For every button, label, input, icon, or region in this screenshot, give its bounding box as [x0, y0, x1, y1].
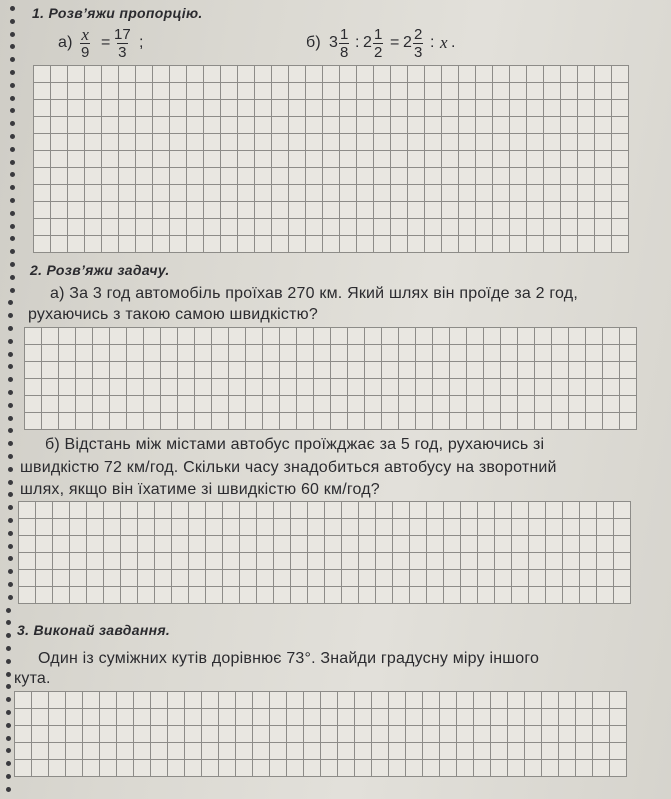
binding-hole — [10, 121, 15, 126]
task2a-answer-grid[interactable] — [24, 327, 637, 430]
binding-hole — [10, 6, 15, 11]
binding-hole — [8, 467, 13, 472]
binding-hole — [10, 19, 15, 24]
task2a-line-2: рухаючись з такою самою швидкістю? — [28, 306, 318, 323]
fraction-denominator: 9 — [81, 44, 90, 61]
binding-hole — [10, 108, 15, 113]
binding-hole — [8, 454, 13, 459]
binding-hole — [10, 160, 15, 165]
binding-hole — [8, 582, 13, 587]
binding-hole — [6, 646, 11, 651]
binding-hole — [8, 480, 13, 485]
binding-hole — [10, 198, 15, 203]
task1a-equals: = — [101, 34, 111, 51]
binding-hole — [10, 96, 15, 101]
binding-hole — [8, 518, 13, 523]
binding-hole — [6, 736, 11, 741]
binding-hole — [8, 428, 13, 433]
binding-hole — [6, 748, 11, 753]
binding-hole — [10, 70, 15, 75]
binding-hole — [6, 620, 11, 625]
fraction-numerator: 2 — [414, 26, 423, 43]
fraction-denominator: 8 — [340, 44, 349, 61]
task1b-equals: = — [390, 34, 400, 51]
binding-hole — [8, 595, 13, 600]
task1-heading: 1. Розв’яжи пропорцію. — [32, 5, 203, 21]
binding-hole — [8, 390, 13, 395]
task1a-fraction-17-3 — [113, 26, 132, 61]
fraction-numerator: 1 — [374, 26, 383, 43]
task1a-fraction-x-9 — [80, 26, 90, 61]
task1b-colon-1: : — [355, 34, 360, 51]
binding-hole — [10, 249, 15, 254]
binding-hole — [10, 57, 15, 62]
binding-hole — [8, 313, 13, 318]
binding-hole — [10, 236, 15, 241]
binding-hole — [10, 211, 15, 216]
task1b-period: . — [451, 34, 456, 51]
binding-hole — [10, 262, 15, 267]
binding-hole — [6, 723, 11, 728]
binding-hole — [8, 364, 13, 369]
task1b-fraction-1-2 — [373, 26, 383, 61]
task2b-line-2: швидкістю 72 км/год. Скільки часу знадобиться автобусу на зворотний — [20, 459, 557, 476]
task1a-semicolon: ; — [139, 34, 144, 51]
task2b-line-1: б) Відстань між містами автобус проїжджає за 5 год, рухаючись зі — [45, 436, 545, 453]
task3-line-1: Один із суміжних кутів дорівнює 73°. Знайди градусну міру іншого — [38, 650, 540, 667]
task1b-whole-3: 2 — [403, 34, 413, 51]
binding-hole — [10, 134, 15, 139]
fraction-numerator: 1 — [340, 26, 349, 43]
task3-heading: 3. Виконай завдання. — [17, 622, 171, 638]
task1b-fraction-2-3 — [413, 26, 423, 61]
binding-hole — [8, 544, 13, 549]
binding-hole — [6, 710, 11, 715]
task3-line-2: кута. — [14, 670, 51, 687]
task1b-fraction-1-8 — [339, 26, 349, 61]
task1b-variable-x: x — [440, 33, 448, 52]
task2b-answer-grid[interactable] — [18, 501, 631, 604]
task2-heading: 2. Розв’яжи задачу. — [30, 262, 170, 278]
task1b-colon-2: : — [430, 34, 435, 51]
binding-hole — [8, 300, 13, 305]
fraction-numerator: x — [81, 25, 89, 44]
binding-hole — [6, 684, 11, 689]
binding-hole — [6, 787, 11, 792]
binding-hole — [6, 697, 11, 702]
binding-hole — [8, 556, 13, 561]
fraction-denominator: 3 — [118, 44, 127, 61]
binding-hole — [10, 83, 15, 88]
binding-hole — [8, 531, 13, 536]
binding-hole — [10, 288, 15, 293]
fraction-denominator: 2 — [374, 44, 383, 61]
binding-hole — [6, 659, 11, 664]
task2a-line-1: а) За 3 год автомобіль проїхав 270 км. Який шлях він проїде за 2 год, — [50, 285, 578, 302]
binding-hole — [8, 505, 13, 510]
binding-hole — [10, 275, 15, 280]
binding-hole — [10, 147, 15, 152]
binding-hole — [6, 761, 11, 766]
fraction-denominator: 3 — [414, 44, 423, 61]
binding-hole — [8, 377, 13, 382]
binding-hole — [10, 172, 15, 177]
binding-hole — [6, 672, 11, 677]
binding-hole — [10, 44, 15, 49]
binding-hole — [6, 774, 11, 779]
task1b-label: б) — [306, 34, 321, 51]
task1-answer-grid[interactable] — [33, 65, 629, 253]
fraction-numerator: 17 — [114, 26, 131, 43]
binding-hole — [6, 633, 11, 638]
binding-hole — [8, 326, 13, 331]
binding-hole — [10, 185, 15, 190]
binding-hole — [10, 32, 15, 37]
binding-hole — [8, 403, 13, 408]
task3-answer-grid[interactable] — [14, 691, 627, 777]
binding-hole — [8, 352, 13, 357]
task1a-label: а) — [58, 34, 73, 51]
task2b-line-3: шлях, якщо він їхатиме зі швидкістю 60 км/год? — [20, 481, 380, 498]
binding-hole — [6, 608, 11, 613]
task1b-whole-1: 3 — [329, 34, 339, 51]
binding-hole — [8, 492, 13, 497]
binding-hole — [8, 441, 13, 446]
binding-hole — [10, 224, 15, 229]
task1b-whole-2: 2 — [363, 34, 373, 51]
binding-hole — [8, 416, 13, 421]
binding-hole — [8, 339, 13, 344]
binding-hole — [8, 569, 13, 574]
